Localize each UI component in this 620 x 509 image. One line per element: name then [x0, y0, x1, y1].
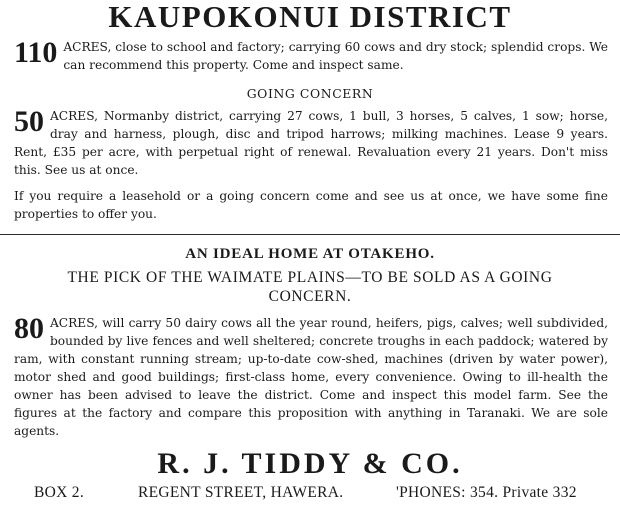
ideal-home-heading: AN IDEAL HOME AT OTAKEHO. [185, 246, 435, 262]
firm-name: R. J. TIDDY & CO. [157, 447, 463, 480]
listing-text: ACRES, Normanby district, carrying 27 cows, 1 bull, 3 horses, 5 calves, 1 sow; horse, dray and harness, plough, disc and tripod harrows; milking machines. Lease 9 years. Rent, £35 per acre, with perpetual right of renewal. Revaluation every 21 years. Don't miss this. See us at once. [14, 109, 608, 177]
leasehold-note [14, 187, 608, 223]
footer-address: REGENT STREET, HAWERA. [138, 484, 344, 501]
listing-text: ACRES, will carry 50 dairy cows all the year round, heifers, pigs, calves; well subdivided, bounded by live fences and well sheltered; concrete troughs in each paddock; watered by ram, with constant running stream; up-to-date cow-shed, machines (driven by water power), motor shed and good buildings; first-class home, every convenience. Owing to ill-health the owner has been advised to leave the district. Come and inspect this model farm. See the figures at the factory and compare this proposition with anything in Taranaki. We are sole agents. [14, 316, 608, 438]
divider-rule [0, 234, 620, 235]
pick-heading: THE PICK OF THE WAIMATE PLAINS—TO BE SOLD AS A GOING CONCERN. [67, 269, 553, 305]
listing-110 [14, 38, 608, 74]
listing-text: ACRES, close to school and factory; carrying 60 cows and dry stock; splendid crops. We can recommend this property. Come and inspect same. [63, 40, 608, 72]
acreage-number: 50 [14, 105, 44, 138]
leasehold-note-text: If you require a leasehold or a going concern come and see us at once, we have some fine properties to offer you. [14, 189, 608, 221]
footer-phones: 'PHONES: 354. Private 332 [396, 484, 577, 501]
going-concern-label: GOING CONCERN [246, 86, 374, 101]
listing-50 [14, 107, 608, 179]
district-heading: KAUPOKONUI DISTRICT [108, 0, 512, 34]
footer-box: BOX 2. [34, 484, 85, 501]
acreage-number: 110 [14, 36, 58, 69]
acreage-number: 80 [14, 312, 44, 345]
listing-80 [14, 314, 608, 440]
